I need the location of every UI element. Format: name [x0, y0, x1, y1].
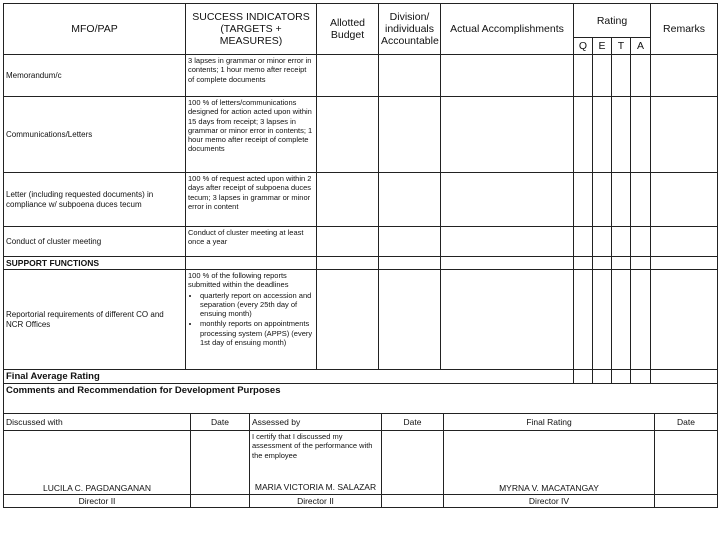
assessed-by-label: Assessed by: [250, 414, 382, 430]
division-cell[interactable]: [379, 227, 441, 257]
rating-q-cell[interactable]: [574, 270, 593, 370]
header-div-line2: individuals: [384, 23, 435, 35]
actual-cell[interactable]: [441, 97, 574, 173]
header-e: E: [593, 38, 612, 55]
header-si-line2: (TARGETS + MEASURES): [219, 23, 283, 47]
rating-e-cell[interactable]: [593, 270, 612, 370]
final-average-label: Final Average Rating: [4, 370, 574, 384]
rating-q-cell[interactable]: [574, 97, 593, 173]
header-a: A: [631, 38, 651, 55]
rating-a-cell[interactable]: [631, 55, 651, 97]
remarks-cell[interactable]: [651, 173, 718, 227]
signatory-title-2: Director II: [250, 494, 382, 507]
table-row: [4, 55, 718, 97]
support-intro: 100 % of the following reports submitted within the deadlines: [188, 271, 289, 290]
header-remarks: Remarks: [651, 4, 718, 55]
header-si-line1: SUCCESS INDICATORS: [192, 11, 310, 23]
actual-cell[interactable]: [441, 55, 574, 97]
date-cell-2[interactable]: [382, 430, 444, 494]
header-div-line3: Accountable: [381, 35, 439, 47]
date-label-1: Date: [191, 414, 250, 430]
signature-table: [3, 414, 718, 508]
support-bullet-list: [188, 291, 314, 348]
support-functions-row: [4, 257, 718, 270]
remarks-cell[interactable]: [651, 55, 718, 97]
indicator-cell: 3 lapses in grammar or minor error in contents; 1 hour memo after receipt of complete documents: [186, 55, 317, 97]
budget-cell[interactable]: [317, 173, 379, 227]
budget-cell[interactable]: [317, 227, 379, 257]
mfo-cell: Communications/Letters: [4, 97, 186, 173]
header-budget-line2: Budget: [330, 29, 365, 41]
rating-t-cell[interactable]: [612, 55, 631, 97]
table-row: [4, 270, 718, 370]
header-q: Q: [574, 38, 593, 55]
actual-cell[interactable]: [441, 173, 574, 227]
indicator-cell: 100 % of letters/communications designed for action acted upon within 15 days from receipt; 3 lapses in grammar or minor error in contents; 1 hour memo after receipt of complete documents: [186, 97, 317, 173]
indicator-cell: [186, 270, 317, 370]
remarks-cell[interactable]: [651, 97, 718, 173]
date-cell-3[interactable]: [655, 430, 718, 494]
signatory-title-1: Director II: [4, 494, 191, 507]
final-a-cell[interactable]: [631, 370, 651, 384]
rating-e-cell[interactable]: [593, 173, 612, 227]
actual-cell[interactable]: [441, 227, 574, 257]
date-label-3: Date: [655, 414, 718, 430]
header-budget-line1: Allotted: [329, 17, 366, 29]
rating-a-cell[interactable]: [631, 270, 651, 370]
header-budget: [317, 4, 379, 55]
indicator-cell: 100 % of request acted upon within 2 days after receipt of subpoena duces tecum; 3 lapses in grammar or minor error in content: [186, 173, 317, 227]
division-cell[interactable]: [379, 97, 441, 173]
rating-t-cell[interactable]: [612, 173, 631, 227]
remarks-cell[interactable]: [651, 270, 718, 370]
mfo-cell: Reportorial requirements of different CO and NCR Offices: [4, 270, 186, 370]
rating-q-cell[interactable]: [574, 55, 593, 97]
rating-q-cell[interactable]: [574, 173, 593, 227]
assessor-cell: [250, 430, 382, 494]
budget-cell[interactable]: [317, 97, 379, 173]
signatory-title-3: Director IV: [444, 494, 655, 507]
date-label-2: Date: [382, 414, 444, 430]
comments-row: [4, 384, 718, 414]
mfo-cell: Memorandum/c: [4, 55, 186, 97]
header-success-indicators: [186, 4, 317, 55]
mfo-cell: Letter (including requested documents) in compliance w/ subpoena duces tecum: [4, 173, 186, 227]
budget-cell[interactable]: [317, 55, 379, 97]
rating-form: [3, 3, 717, 537]
header-mfo: MFO/PAP: [4, 4, 186, 55]
remarks-cell[interactable]: [651, 227, 718, 257]
comments-label[interactable]: Comments and Recommendation for Development Purposes: [4, 384, 718, 414]
table-row: [4, 97, 718, 173]
rating-e-cell[interactable]: [593, 55, 612, 97]
rating-t-cell[interactable]: [612, 227, 631, 257]
final-t-cell[interactable]: [612, 370, 631, 384]
final-q-cell[interactable]: [574, 370, 593, 384]
rating-q-cell[interactable]: [574, 227, 593, 257]
signatory-name-2: MARIA VICTORIA M. SALAZAR: [254, 482, 377, 492]
signatory-name-3: MYRNA V. MACATANGAY: [444, 430, 655, 494]
rating-e-cell[interactable]: [593, 97, 612, 173]
support-bullet: • quarterly report on accession and separation (every 25th day of ensuing month): [200, 291, 314, 319]
budget-cell[interactable]: [317, 270, 379, 370]
discussed-with-label: Discussed with: [4, 414, 191, 430]
rating-a-cell[interactable]: [631, 173, 651, 227]
final-remarks-cell[interactable]: [651, 370, 718, 384]
rating-t-cell[interactable]: [612, 270, 631, 370]
support-functions-title: SUPPORT FUNCTIONS: [4, 257, 186, 270]
mfo-cell: Conduct of cluster meeting: [4, 227, 186, 257]
indicator-cell: Conduct of cluster meeting at least once a year: [186, 227, 317, 257]
rating-e-cell[interactable]: [593, 227, 612, 257]
header-actual: Actual Accomplishments: [441, 4, 574, 55]
rating-a-cell[interactable]: [631, 227, 651, 257]
table-row: [4, 173, 718, 227]
division-cell[interactable]: [379, 270, 441, 370]
division-cell[interactable]: [379, 173, 441, 227]
signatory-name-1: LUCILA C. PAGDANGANAN: [4, 430, 191, 494]
date-cell-1[interactable]: [191, 430, 250, 494]
rating-a-cell[interactable]: [631, 97, 651, 173]
header-t: T: [612, 38, 631, 55]
table-row: [4, 227, 718, 257]
support-bullet: • monthly reports on appointments processing system (APPS) (every 1st day of ensuing month): [200, 319, 314, 347]
final-rating-label: Final Rating: [444, 414, 655, 430]
final-e-cell[interactable]: [593, 370, 612, 384]
final-average-row: [4, 370, 718, 384]
division-cell[interactable]: [379, 55, 441, 97]
header-div-line1: Division/: [389, 11, 430, 23]
certify-statement: I certify that I discussed my assessment of the performance with the employee: [252, 431, 373, 460]
rating-table: [3, 3, 718, 414]
actual-cell[interactable]: [441, 270, 574, 370]
rating-t-cell[interactable]: [612, 97, 631, 173]
header-rating: Rating: [574, 4, 651, 38]
header-division: [379, 4, 441, 55]
